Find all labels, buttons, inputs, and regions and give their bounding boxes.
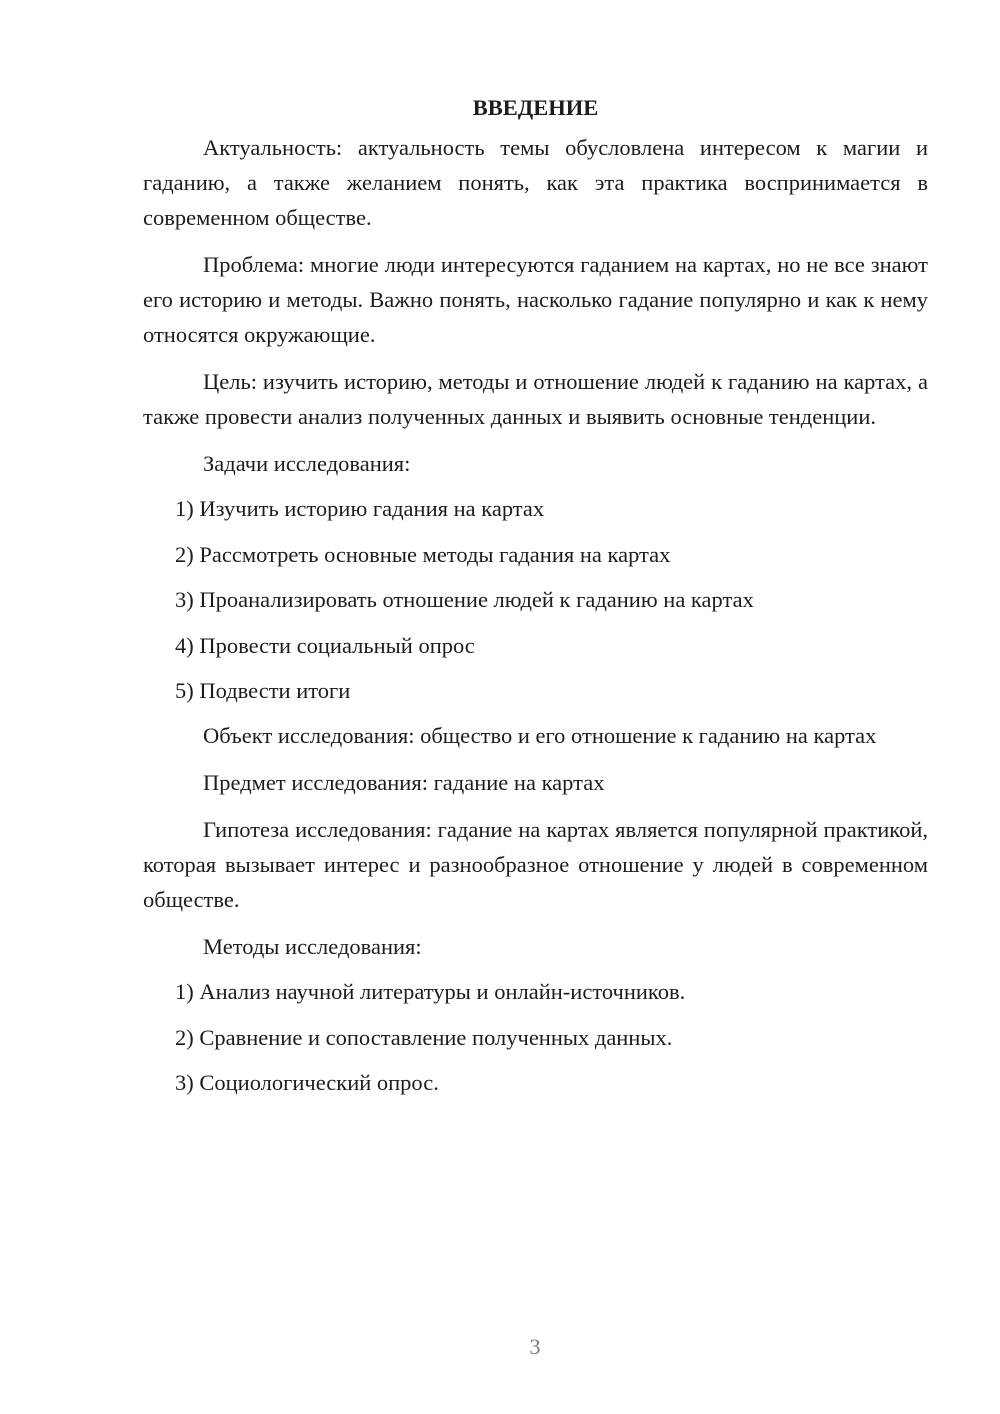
list-item: 4) Провести социальный опрос <box>175 632 475 658</box>
tasks-label: Задачи исследования: <box>203 451 411 476</box>
goal-paragraph: Цель: изучить историю, методы и отношение людей к гаданию на картах, а также провести анализ полученных данных и выявить основные тенденции. <box>143 369 928 429</box>
list-item: 5) Подвести итоги <box>175 678 351 703</box>
list-item: 1) Изучить историю гадания на картах <box>175 496 545 521</box>
problem-paragraph: Проблема: многие люди интересуются гаданием на картах, но не все знают его историю и методы. Важно понять, насколько гадание популярно и как к нему относятся окружающие. <box>143 252 928 347</box>
page-number: 3 <box>529 1334 541 1359</box>
list-item: 2) Рассмотреть основные методы гадания на картах <box>175 541 671 567</box>
list-item: 3) Проанализировать отношение людей к гаданию на картах <box>175 587 754 612</box>
hypothesis-paragraph: Гипотеза исследования: гадание на картах является популярной практикой, которая вызывает интерес и разнообразное отношение у людей в современном обществе. <box>143 817 928 912</box>
list-item: 1) Анализ научной литературы и онлайн-источников. <box>175 979 686 1004</box>
subject-paragraph: Предмет исследования: гадание на картах <box>203 770 605 795</box>
object-paragraph: Объект исследования: общество и его отношение к гаданию на картах <box>203 723 877 748</box>
relevance-paragraph: Актуальность: актуальность темы обусловлена интересом к магии и гаданию, а также желанием понять, как эта практика воспринимается в современном обществе. <box>143 135 928 230</box>
page-title: ВВЕДЕНИЕ <box>472 95 599 120</box>
list-item: 3) Социологический опрос. <box>175 1070 439 1095</box>
methods-label: Методы исследования: <box>203 934 422 959</box>
list-item: 2) Сравнение и сопоставление полученных данных. <box>175 1024 673 1050</box>
tasks-list <box>143 491 928 708</box>
document-page <box>143 90 928 1110</box>
methods-list <box>143 974 928 1100</box>
